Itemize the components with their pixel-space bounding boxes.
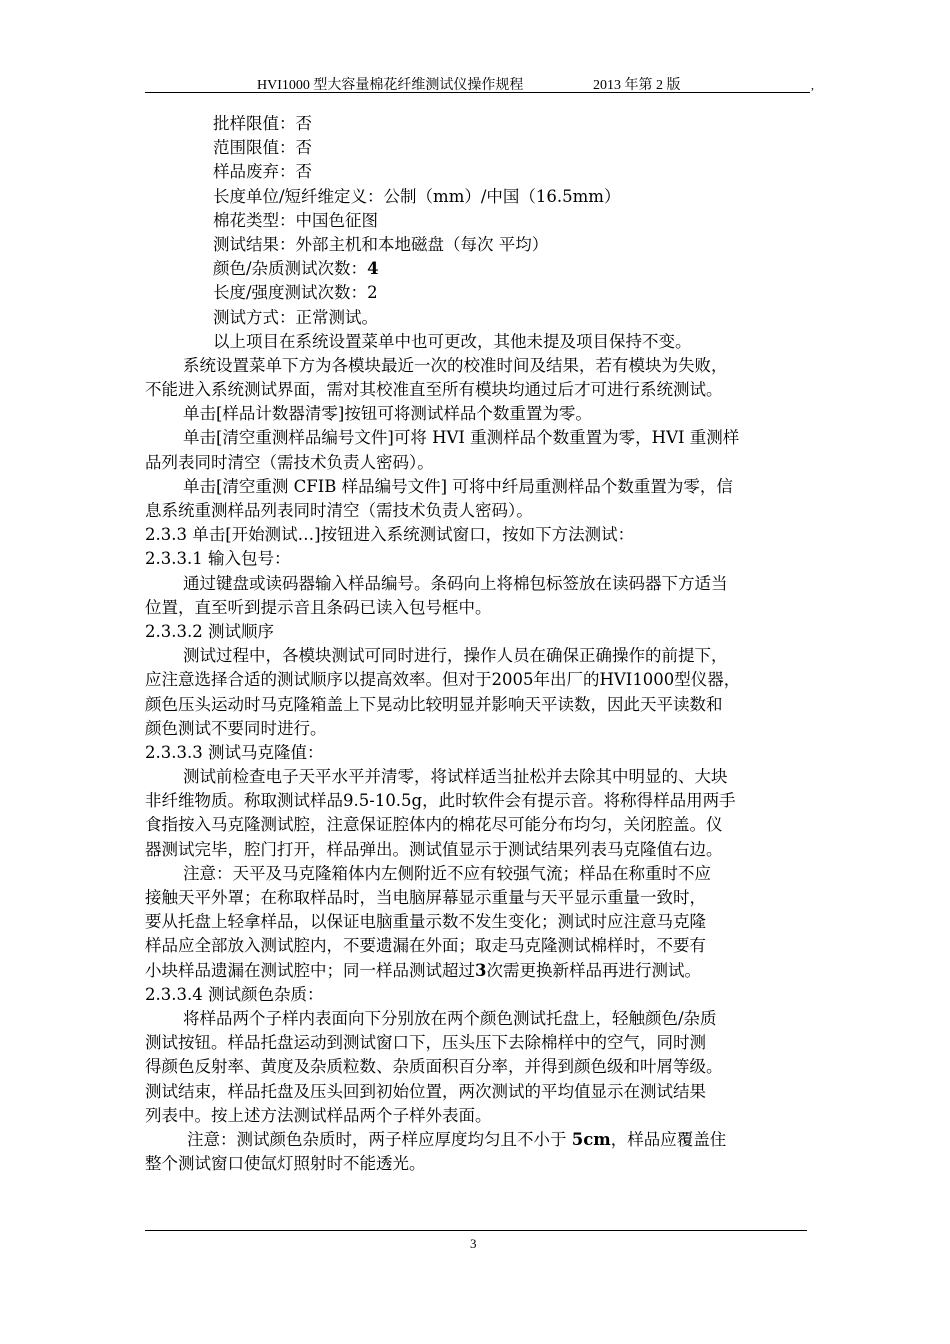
length-count-value: 2 [367, 283, 378, 303]
color-paragraph-line: 测试按钮。样品托盘运动到测试窗口下，压头压下去除棉样中的空气，同时测 [145, 1033, 706, 1053]
section-heading-2-3-3-4: 2.3.3.4 测试颜色杂质： [145, 984, 324, 1004]
setting-line: 棉花类型：中国色征图 [213, 210, 378, 230]
order-paragraph-line: 测试过程中，各模块测试可同时进行，操作人员在确保正确操作的前提下， [183, 646, 728, 666]
header-mark: , [811, 78, 814, 92]
color-paragraph-line: 得颜色反射率、黄度及杂质粒数、杂质面积百分率，并得到颜色级和叶屑等级。 [145, 1057, 723, 1077]
micronaire-note-line: 接触天平外罩；在称取样品时，当电脑屏幕显示重量与天平显示重量一致时， [145, 888, 706, 907]
setting-line-length-count [145, 281, 810, 305]
color-paragraph-line: 将样品两个子样内表面向下分别放在两个颜色测试托盘上，轻触颜色/杂质 [183, 1008, 717, 1028]
color-paragraph-line: 测试结束，样品托盘及压头回到初始位置，两次测试的平均值显示在测试结果 [145, 1081, 706, 1101]
setting-line-color-count [145, 257, 810, 281]
setting-line: 范围限值：否 [213, 138, 312, 158]
micronaire-note-line-last [145, 959, 810, 983]
color-count-value: 4 [367, 259, 379, 279]
section-heading-2-3-3-2: 2.3.3.2 测试顺序 [145, 621, 274, 641]
header-edition: 2013 年第 2 版 [593, 78, 681, 93]
setting-line-test-mode: 测试方式：正常测试。 [213, 307, 378, 327]
section-heading-2-3-3: 2.3.3 单击[开始测试…]按钮进入系统测试窗口，按如下方法测试： [145, 525, 635, 545]
note-text: ，样品应覆盖住 [610, 1129, 727, 1149]
document-body [145, 112, 810, 1176]
micronaire-paragraph-line: 非纤维物质。称取测试样品9.5-10.5g，此时软件会有提示音。将称得样品用两手 [145, 791, 736, 811]
color-note-line: 整个测试窗口使氙灯照射时不能透光。 [145, 1154, 426, 1174]
setting-line: 长度单位/短纤维定义：公制（mm）/中国（16.5mm） [213, 186, 621, 206]
note-bold-value: 5cm [571, 1129, 611, 1149]
micronaire-note-line: 样品应全部放入测试腔内，不要遗漏在外面；取走马克隆测试棉样时，不要有 [145, 936, 706, 956]
note-text: 次需更换新样品再进行测试。 [486, 960, 701, 980]
header-title: HVI1000 型大容量棉花纤维测试仪操作规程 [257, 78, 524, 93]
calibration-paragraph-line: 系统设置菜单下方为各模块最近一次的校准时间及结果，若有模块为失败， [183, 355, 728, 375]
color-paragraph-line: 列表中。按上述方法测试样品两个子样外表面。 [145, 1105, 492, 1125]
cfib-reset-paragraph-line: 息系统重测样品列表同时清空（需技术负责人密码）。 [145, 501, 533, 520]
page-header [145, 72, 814, 93]
input-paragraph-line: 位置，直至听到提示音且条码已读入包号框中。 [145, 597, 492, 617]
setting-line: 批样限值：否 [213, 114, 312, 133]
footer-rule [145, 1230, 807, 1231]
counter-reset-paragraph: 单击[样品计数器清零]按钮可将测试样品个数重置为零。 [183, 404, 592, 424]
micronaire-paragraph-line: 食指按入马克隆测试腔，注意保证腔体内的棉花尽可能分布均匀，关闭腔盖。仪 [145, 815, 723, 835]
section-heading-2-3-3-3: 2.3.3.3 测试马克隆值： [145, 742, 324, 762]
note-text: 小块样品遗漏在测试腔中；同一样品测试超过 [145, 960, 475, 980]
micronaire-note-line: 要从托盘上轻拿样品，以保证电脑重量示数不发生变化；测试时应注意马克隆 [145, 912, 706, 932]
micronaire-paragraph-line: 器测试完毕，腔门打开，样品弹出。测试值显示于测试结果列表马克隆值右边。 [145, 839, 723, 859]
setting-line: 测试结果：外部主机和本地磁盘（每次 平均） [213, 234, 549, 254]
calibration-paragraph-line: 不能进入系统测试界面，需对其校准直至所有模块均通过后才可进行系统测试。 [145, 380, 723, 400]
hvi-reset-paragraph-line: 品列表同时清空（需技术负责人密码）。 [145, 452, 434, 472]
micronaire-note-line: 注意：天平及马克隆箱体内左侧附近不应有较强气流；样品在称重时不应 [183, 863, 711, 883]
section-heading-2-3-3-1: 2.3.3.1 输入包号： [145, 549, 291, 569]
order-paragraph-line: 颜色测试不要同时进行。 [145, 718, 327, 738]
hvi-reset-paragraph-line: 单击[清空重测样品编号文件]可将 HVI 重测样品个数重置为零，HVI 重测样 [183, 428, 740, 448]
cfib-reset-paragraph-line: 单击[清空重测 CFIB 样品编号文件] 可将中纤局重测样品个数重置为零，信 [183, 476, 733, 496]
note-bold-number: 3 [475, 960, 487, 980]
input-paragraph-line: 通过键盘或读码器输入样品编号。条码向上将棉包标签放在读码器下方适当 [183, 573, 728, 593]
note-text: 注意：测试颜色杂质时，两子样应厚度均匀且不小于 [187, 1129, 572, 1149]
order-paragraph-line: 应注意选择合适的测试顺序以提高效率。但对于2005年出厂的HVI1000型仪器， [145, 670, 741, 690]
setting-line: 样品废弃：否 [213, 162, 312, 182]
page-number: 3 [470, 1236, 477, 1251]
color-count-label: 颜色/杂质测试次数： [213, 259, 368, 279]
color-note-line [145, 1128, 810, 1152]
order-paragraph-line: 颜色压头运动时马克隆箱盖上下晃动比较明显并影响天平读数，因此天平读数和 [145, 694, 723, 714]
length-count-label: 长度/强度测试次数： [213, 283, 368, 303]
micronaire-paragraph-line: 测试前检查电子天平水平并清零，将试样适当扯松并去除其中明显的、大块 [183, 767, 728, 787]
system-note: 以上项目在系统设置菜单中也可更改，其他未提及项目保持不变。 [213, 331, 692, 351]
